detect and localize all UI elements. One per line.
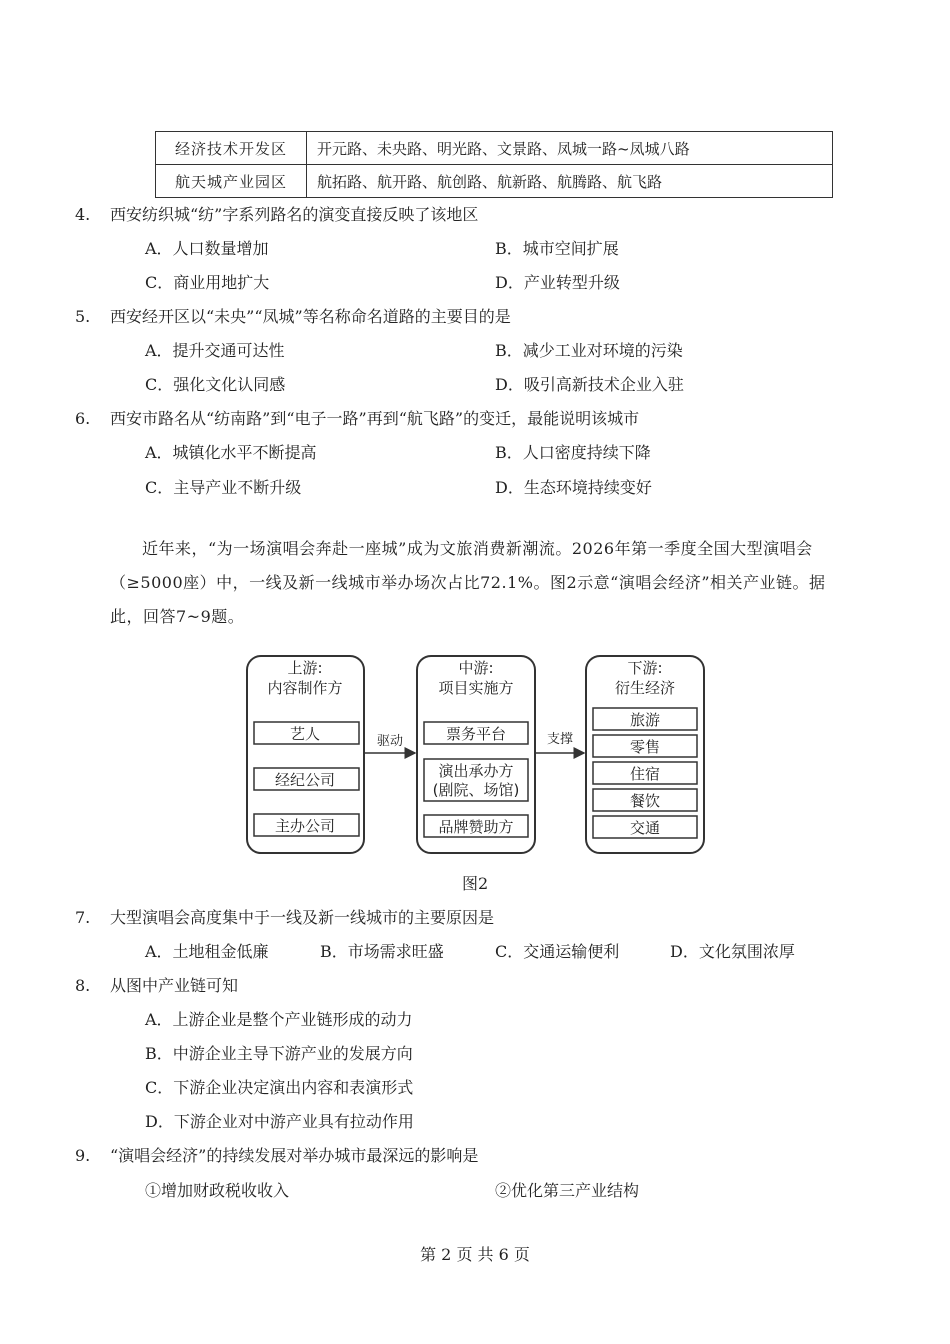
upstream-title: 上游: — [287, 659, 323, 677]
roads-cell: 航拓路、航开路、航创路、航新路、航腾路、航飞路 — [307, 165, 833, 198]
option-a: A．城镇化水平不断提高 — [145, 443, 317, 462]
midstream-item: 票务平台 — [445, 725, 507, 743]
downstream-item: 零售 — [629, 738, 661, 756]
midstream-item-note: (剧院、场馆) — [432, 781, 520, 799]
midstream-subtitle: 项目实施方 — [438, 679, 514, 697]
option-a: A．提升交通可达性 — [145, 341, 285, 360]
option-b: B．人口密度持续下降 — [495, 443, 651, 462]
question-number: 6. — [75, 409, 91, 428]
option-b: B．减少工业对环境的污染 — [495, 341, 683, 360]
question-number: 8. — [75, 976, 91, 995]
question-number: 7. — [75, 908, 91, 927]
option-2: ②优化第三产业结构 — [495, 1181, 640, 1200]
option-b: B．中游企业主导下游产业的发展方向 — [145, 1044, 413, 1063]
page-number: 第 2 页 共 6 页 — [420, 1245, 530, 1264]
midstream-item: 演出承办方 — [438, 762, 514, 780]
option-b: B．市场需求旺盛 — [320, 942, 444, 961]
option-d: D．生态环境持续变好 — [495, 478, 652, 497]
question-stem: “演唱会经济”的持续发展对举办城市最深远的影响是 — [110, 1146, 479, 1165]
roads-cell: 开元路、未央路、明光路、文景路、凤城一路~凤城八路 — [307, 132, 833, 165]
zone-cell: 经济技术开发区 — [156, 132, 307, 165]
option-d: D．下游企业对中游产业具有拉动作用 — [145, 1112, 414, 1131]
upstream-subtitle: 内容制作方 — [267, 679, 343, 697]
downstream-item: 旅游 — [629, 711, 661, 729]
option-d: D．吸引高新技术企业入驻 — [495, 375, 684, 394]
passage-text: 近年来，“为一场演唱会奔赴一座城”成为文旅消费新潮流。2026年第一季度全国大型演唱会（≥5000座）中，一线及新一线城市举办场次占比72.1%。图2示意“演唱会经济”相关产业链。据此，回答7~9题。 — [110, 539, 826, 626]
option-a: A．人口数量增加 — [145, 239, 269, 258]
option-a: A．上游企业是整个产业链形成的动力 — [145, 1010, 413, 1029]
option-c: C．主导产业不断升级 — [145, 478, 302, 497]
arrow-label-support: 支撑 — [546, 732, 574, 747]
downstream-item: 住宿 — [629, 765, 661, 783]
question-number: 5. — [75, 307, 91, 326]
option-c: C．强化文化认同感 — [145, 375, 286, 394]
option-b: B．城市空间扩展 — [495, 239, 619, 258]
upstream-item: 主办公司 — [274, 817, 336, 835]
downstream-title: 下游: — [627, 659, 663, 677]
zone-cell: 航天城产业园区 — [156, 165, 307, 198]
option-c: C．商业用地扩大 — [145, 273, 270, 292]
option-d: D．文化氛围浓厚 — [670, 942, 795, 961]
option-c: C．下游企业决定演出内容和表演形式 — [145, 1078, 414, 1097]
option-c: C．交通运输便利 — [495, 942, 620, 961]
upstream-item: 经纪公司 — [274, 771, 336, 789]
downstream-item: 交通 — [629, 819, 661, 837]
option-a: A．土地租金低廉 — [145, 942, 269, 961]
upstream-item: 艺人 — [289, 725, 321, 743]
option-1: ①增加财政税收收入 — [145, 1181, 290, 1200]
question-stem: 大型演唱会高度集中于一线及新一线城市的主要原因是 — [110, 908, 495, 927]
downstream-item: 餐饮 — [629, 792, 661, 810]
arrow-label-drive: 驱动 — [376, 734, 404, 749]
figure-caption: 图2 — [462, 874, 489, 893]
downstream-subtitle: 衍生经济 — [614, 679, 676, 697]
question-number: 9. — [75, 1146, 91, 1165]
question-stem: 西安市路名从“纺南路”到“电子一路”再到“航飞路”的变迁，最能说明该城市 — [110, 409, 640, 428]
midstream-item: 品牌赞助方 — [438, 818, 514, 836]
question-stem: 西安纺织城“纺”字系列路名的演变直接反映了该地区 — [110, 205, 479, 224]
question-stem: 西安经开区以“未央”“凤城”等名称命名道路的主要目的是 — [110, 307, 511, 326]
question-number: 4. — [75, 205, 91, 224]
option-d: D．产业转型升级 — [495, 273, 620, 292]
question-stem: 从图中产业链可知 — [110, 976, 239, 995]
midstream-title: 中游: — [458, 659, 494, 677]
